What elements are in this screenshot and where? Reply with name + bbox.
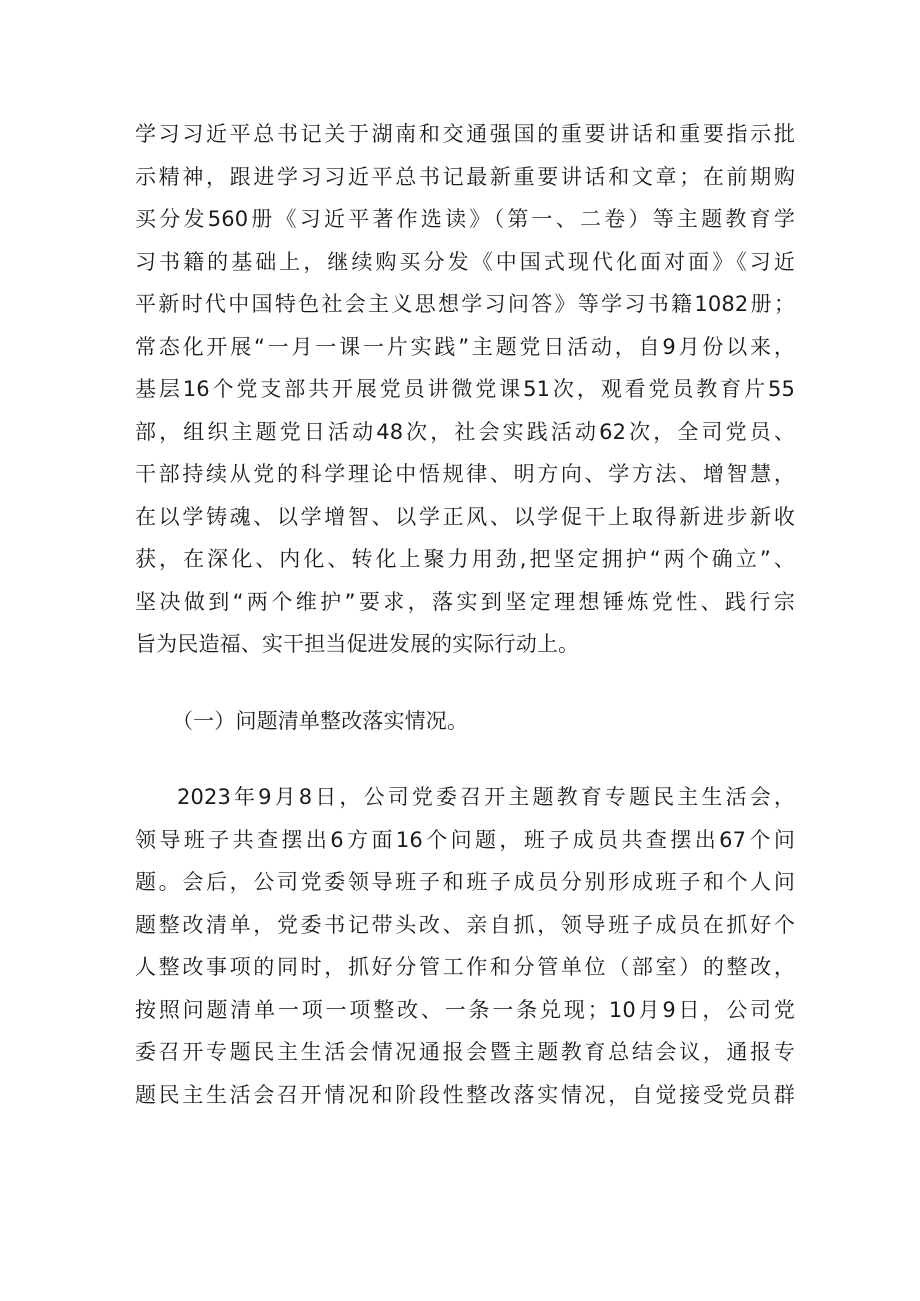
paragraph-1-line-7: 基层16个党支部共开展党员讲微党课51次，观看党员教育片55 [135, 377, 795, 401]
paragraph-2-line-2: 领导班子共查摆出6方面16个问题，班子成员共查摆出67个问 [135, 827, 795, 852]
paragraph-spacer [135, 742, 795, 776]
paragraph-2-line-6: 按照问题清单一项一项整改、一条一条兑现；10月9日，公司党 [135, 997, 795, 1022]
paragraph-1-line-13: 旨为民造福、实干担当促进发展的实际行动上。 [135, 632, 580, 656]
paragraph-1-line-9: 干部持续从党的科学理论中悟规律、明方向、学方法、增智慧， [135, 462, 795, 486]
paragraph-1-line-11: 获，在深化、内化、转化上聚力用劲,把坚定拥护“两个确立”、 [135, 547, 795, 571]
paragraph-2-line-3: 题。会后，公司党委领导班子和班子成员分别形成班子和个人问 [135, 870, 795, 894]
paragraph-1-line-5: 平新时代中国特色社会主义思想学习问答》等学习书籍1082册； [135, 292, 795, 316]
paragraph-2-line-4: 题整改清单，党委书记带头改、亲自抓，领导班子成员在抓好个 [135, 912, 795, 937]
paragraph-1-line-1: 学习习近平总书记关于湖南和交通强国的重要讲话和重要指示批 [135, 122, 795, 146]
paragraph-1-line-10: 在以学铸魂、以学增智、以学正风、以学促干上取得新进步新收 [135, 504, 795, 529]
paragraph-1-line-2: 示精神，跟进学习习近平总书记最新重要讲话和文章；在前期购 [135, 164, 795, 189]
paragraph-2-line-1: 2023年9月8日，公司党委召开主题教育专题民主生活会， [177, 785, 795, 809]
paragraph-1-line-8: 部，组织主题党日活动48次，社会实践活动62次，全司党员、 [135, 419, 795, 444]
paragraph-1-line-6: 常态化开展“一月一课一片实践”主题党日活动，自9月份以来， [135, 334, 795, 359]
section-heading: （一）问题清单整改落实情况。 [172, 708, 469, 733]
paragraph-2-line-7: 委召开专题民主生活会情况通报会暨主题教育总结会议，通报专 [135, 1040, 795, 1064]
paragraph-1-line-4: 习书籍的基础上，继续购买分发《中国式现代化面对面》《习近 [135, 249, 795, 274]
paragraph-2-line-8: 题民主生活会召开情况和阶段性整改落实情况，自觉接受党员群 [135, 1082, 795, 1107]
paragraph-1-line-12: 坚决做到“两个维护”要求，落实到坚定理想锤炼党性、践行宗 [135, 589, 795, 614]
paragraph-2-line-5: 人整改事项的同时，抓好分管工作和分管单位（部室）的整改， [135, 955, 795, 979]
document-body [135, 113, 795, 1116]
paragraph-spacer [135, 666, 795, 700]
paragraph-1-line-3: 买分发560册《习近平著作选读》（第一、二卷）等主题教育学 [135, 207, 795, 231]
